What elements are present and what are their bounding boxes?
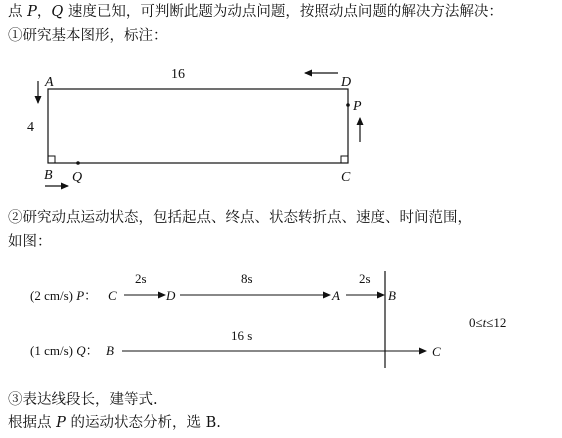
q-row-label: (1 cm/s) Q： xyxy=(30,343,99,358)
point-q-symbol: Q xyxy=(51,4,64,20)
intro-comma: ， xyxy=(36,4,52,20)
vertex-d-label: D xyxy=(341,75,352,90)
left-side-length: 4 xyxy=(27,120,34,135)
q-end-label: C xyxy=(432,344,441,359)
conclusion-text-1: 根据点 xyxy=(8,415,57,431)
conclusion-p-symbol: P xyxy=(56,415,66,431)
conclusion-text-2: 的运动状态分析，选 B. xyxy=(65,415,221,431)
vertex-b-label: B xyxy=(44,168,53,183)
p-end-label: B xyxy=(388,288,396,303)
q-segment-time: 16 s xyxy=(231,328,253,343)
point-q-dot xyxy=(76,161,80,165)
intro-text-1: 点 xyxy=(8,4,28,20)
p-segment-3-time: 2s xyxy=(359,271,371,286)
right-angle-mark-b xyxy=(48,156,55,163)
vertex-c-label: C xyxy=(341,170,351,185)
point-p-dot xyxy=(346,103,350,107)
p-segment-2-time: 8s xyxy=(241,271,253,286)
p-start-label: C xyxy=(108,288,117,303)
step-1-heading: ①研究基本图形，标注： xyxy=(8,28,168,44)
right-angle-mark-c xyxy=(341,156,348,163)
top-side-length: 16 xyxy=(171,67,185,82)
point-p-symbol: P xyxy=(27,4,37,20)
intro-text-2: 速度已知，可判断此题为动点问题，按照动点问题的解决方法解决： xyxy=(63,4,503,20)
rectangle-abcd xyxy=(48,89,348,163)
p-segment-1-time: 2s xyxy=(135,271,147,286)
timeline-figure xyxy=(30,271,506,368)
step-2-heading: ②研究动点运动状态，包括起点、终点、状态转折点、速度、时间范围， xyxy=(8,210,472,226)
p-row-label: (2 cm/s) P： xyxy=(30,288,98,303)
point-q-label: Q xyxy=(72,170,83,185)
p-mid-1-label: D xyxy=(166,288,176,303)
point-p-label: P xyxy=(353,99,362,114)
q-start-label: B xyxy=(106,343,114,358)
step-3-heading: ③表达线段长，建等式. xyxy=(8,392,158,408)
vertex-a-label: A xyxy=(45,75,54,90)
p-mid-2-label: A xyxy=(332,288,340,303)
time-range-label: 0≤t≤12 xyxy=(469,315,507,330)
step-2-continuation: 如图： xyxy=(8,234,52,250)
